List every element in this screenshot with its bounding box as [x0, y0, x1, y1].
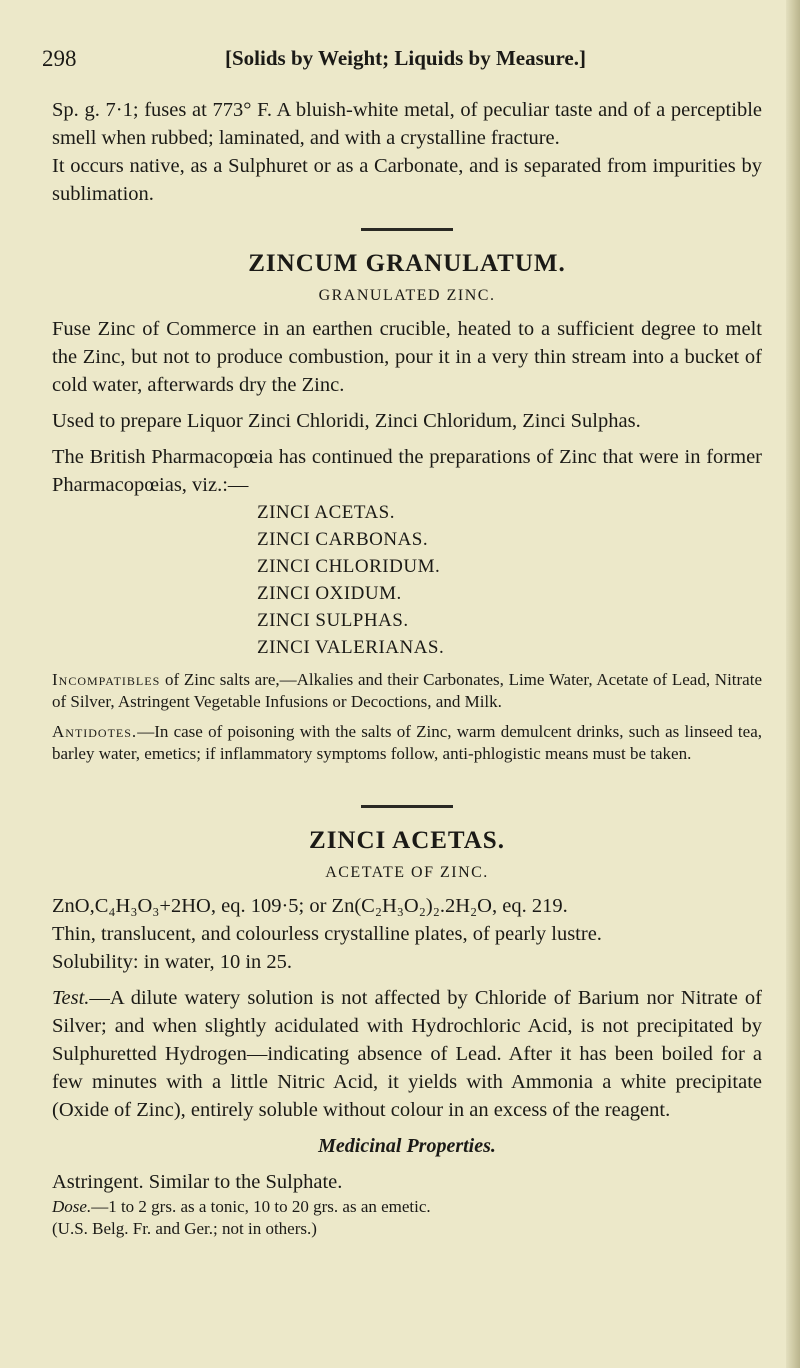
list-item: ZINCI CHLORIDUM.: [257, 556, 441, 577]
test-label: Test.: [52, 987, 90, 1009]
page-header: [42, 46, 762, 76]
section-divider: [361, 228, 453, 231]
intro-paragraph-2: It occurs native, as a Sulphuret or as a Carbonate, and is separated from impurities by sublimation.: [52, 155, 762, 205]
incompatibles-text: of Zinc salts are,—Alkalies and their Carbonates, Lime Water, Acetate of Lead, Nitrate of Silver, Astringent Vegetable Infusions or Decoctions, and Milk.: [52, 670, 762, 711]
page-number: 298: [42, 46, 77, 71]
section-title-zinci-acetas: ZINCI ACETAS.: [309, 827, 505, 854]
page-edge-shadow: [786, 0, 800, 1368]
medicinal-text: Astringent. Similar to the Sulphate.: [52, 1171, 343, 1193]
description-paragraph: Thin, translucent, and colourless crystalline plates, of pearly lustre.: [52, 923, 602, 945]
list-item: ZINCI SULPHAS.: [257, 610, 409, 631]
intro-paragraph-1: Sp. g. 7·1; fuses at 773° F. A bluish-white metal, of peculiar taste and of a perceptible smell when rubbed; laminated, and with a crystalline fracture.: [52, 99, 762, 149]
antidotes-text: —In case of poisoning with the salts of Zinc, warm demulcent drinks, such as linseed tea, barley water, emetics; if inflammatory symptoms follow, anti-phlogistic means must be taken.: [52, 722, 762, 763]
section-title-zincum-granulatum: ZINCUM GRANULATUM.: [248, 250, 566, 277]
section-divider: [361, 805, 453, 808]
section-subtitle-acetate-of-zinc: ACETATE OF ZINC.: [325, 864, 489, 881]
incompatibles-note: [52, 669, 762, 713]
preparations-list: [52, 499, 762, 661]
chemical-formula: ZnO,C₄H₃O₃+2HO, eq. 109·5; or Zn(C₂H₃O₂)₂.2H₂O, eq. 219.: [52, 895, 568, 917]
running-title: [Solids by Weight; Liquids by Measure.]: [225, 46, 586, 70]
list-item: ZINCI VALERIANAS.: [257, 637, 445, 658]
pharmacopoeia-paragraph: The British Pharmacopœia has continued the preparations of Zinc that were in former Pharmacopœias, viz.:—: [52, 446, 762, 496]
incompatibles-label: Incompatibles: [52, 670, 161, 689]
medicinal-properties-heading: Medicinal Properties.: [318, 1135, 496, 1157]
page-body: [52, 96, 762, 1240]
test-text: —A dilute watery solution is not affected by Chloride of Barium nor Nitrate of Silver; and when slightly acidulated with Hydrochloric Acid, is not precipitated by Sulphuretted Hydrogen—indicating absence of Lead. After it has been boiled for a few minutes with a little Nitric Acid, it yields with Ammonia a white precipitate (Oxide of Zinc), entirely soluble without colour in an excess of the reagent.: [52, 987, 762, 1121]
antidotes-label: Antidotes.: [52, 722, 138, 741]
list-item: ZINCI OXIDUM.: [257, 583, 402, 604]
dose-line: [52, 1196, 762, 1218]
list-item: ZINCI ACETAS.: [257, 502, 395, 523]
dose-note: (U.S. Belg. Fr. and Ger.; not in others.): [52, 1219, 317, 1238]
test-paragraph: [52, 984, 762, 1124]
antidotes-note: [52, 721, 762, 765]
dose-text: —1 to 2 grs. as a tonic, 10 to 20 grs. as an emetic.: [91, 1197, 431, 1216]
uses-paragraph: Used to prepare Liquor Zinci Chloridi, Zinci Chloridum, Zinci Sulphas.: [52, 410, 641, 432]
preparation-paragraph: Fuse Zinc of Commerce in an earthen crucible, heated to a sufficient degree to melt the Zinc, but not to produce combustion, pour it in a very thin stream into a bucket of cold water, afterwards dry the Zinc.: [52, 318, 762, 396]
dose-label: Dose.: [52, 1197, 92, 1216]
list-item: ZINCI CARBONAS.: [257, 529, 429, 550]
solubility-line: Solubility: in water, 10 in 25.: [52, 951, 293, 973]
section-subtitle-granulated-zinc: GRANULATED ZINC.: [318, 287, 496, 304]
